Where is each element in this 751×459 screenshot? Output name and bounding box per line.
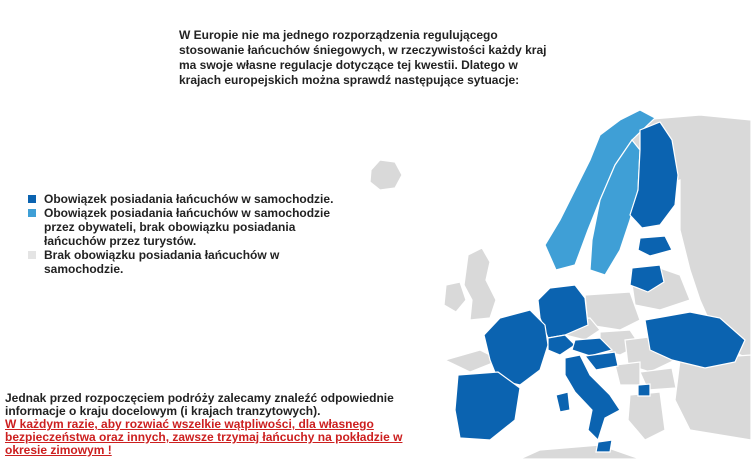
legend-item-none [28, 248, 358, 276]
legend-swatch-grey [28, 251, 36, 259]
legend-label: Brak obowiązku posiadania łańcuchów w samochodzie. [44, 248, 280, 276]
legend [28, 192, 358, 276]
legend-swatch-light-blue [28, 209, 36, 217]
macedonia [638, 384, 650, 396]
sardinia [556, 392, 570, 412]
legend-item-citizens [28, 206, 358, 248]
estonia [638, 236, 672, 256]
legend-item-mandatory [28, 192, 358, 206]
footer [5, 392, 405, 457]
legend-label: Obowiązek posiadania łańcuchów w samochodzie przez obywateli, brak obowiązku posiadania łańcuchów przez turystów. [44, 206, 331, 248]
legend-label: Obowiązek posiadania łańcuchów w samochodzie. [44, 192, 334, 206]
footer-text: Jednak przed rozpoczęciem podróży zalecamy znaleźć odpowiednie informacje o kraju docelowym (i krajach tranzytowych). [5, 391, 394, 418]
serbia [615, 362, 640, 385]
spain [455, 372, 520, 440]
warning-link[interactable]: W każdym razie, aby rozwiać wszelkie wątpliwości, dla własnego bezpieczeństwa oraz innych, zawsze trzymaj łańcuchy na pokładzie w okresie zimowym ! [5, 417, 403, 457]
italy [565, 355, 620, 440]
sicily [596, 440, 612, 452]
great-britain [464, 248, 496, 320]
legend-swatch-dark-blue [28, 195, 36, 203]
turkey [675, 355, 751, 440]
greece [628, 392, 665, 440]
north-africa [520, 445, 640, 459]
intro-text: W Europie nie ma jednego rozporządzenia regulującego stosowanie łańcuchów śniegowych, w rzeczywistości każdy kraj ma swoje własne regulacje dotyczące tej kwestii. Dlatego w krajach europejskich można sprawdź następujące sytuacje: [179, 28, 547, 87]
ireland [444, 282, 466, 312]
iceland [370, 160, 402, 190]
switzerland [548, 335, 575, 355]
